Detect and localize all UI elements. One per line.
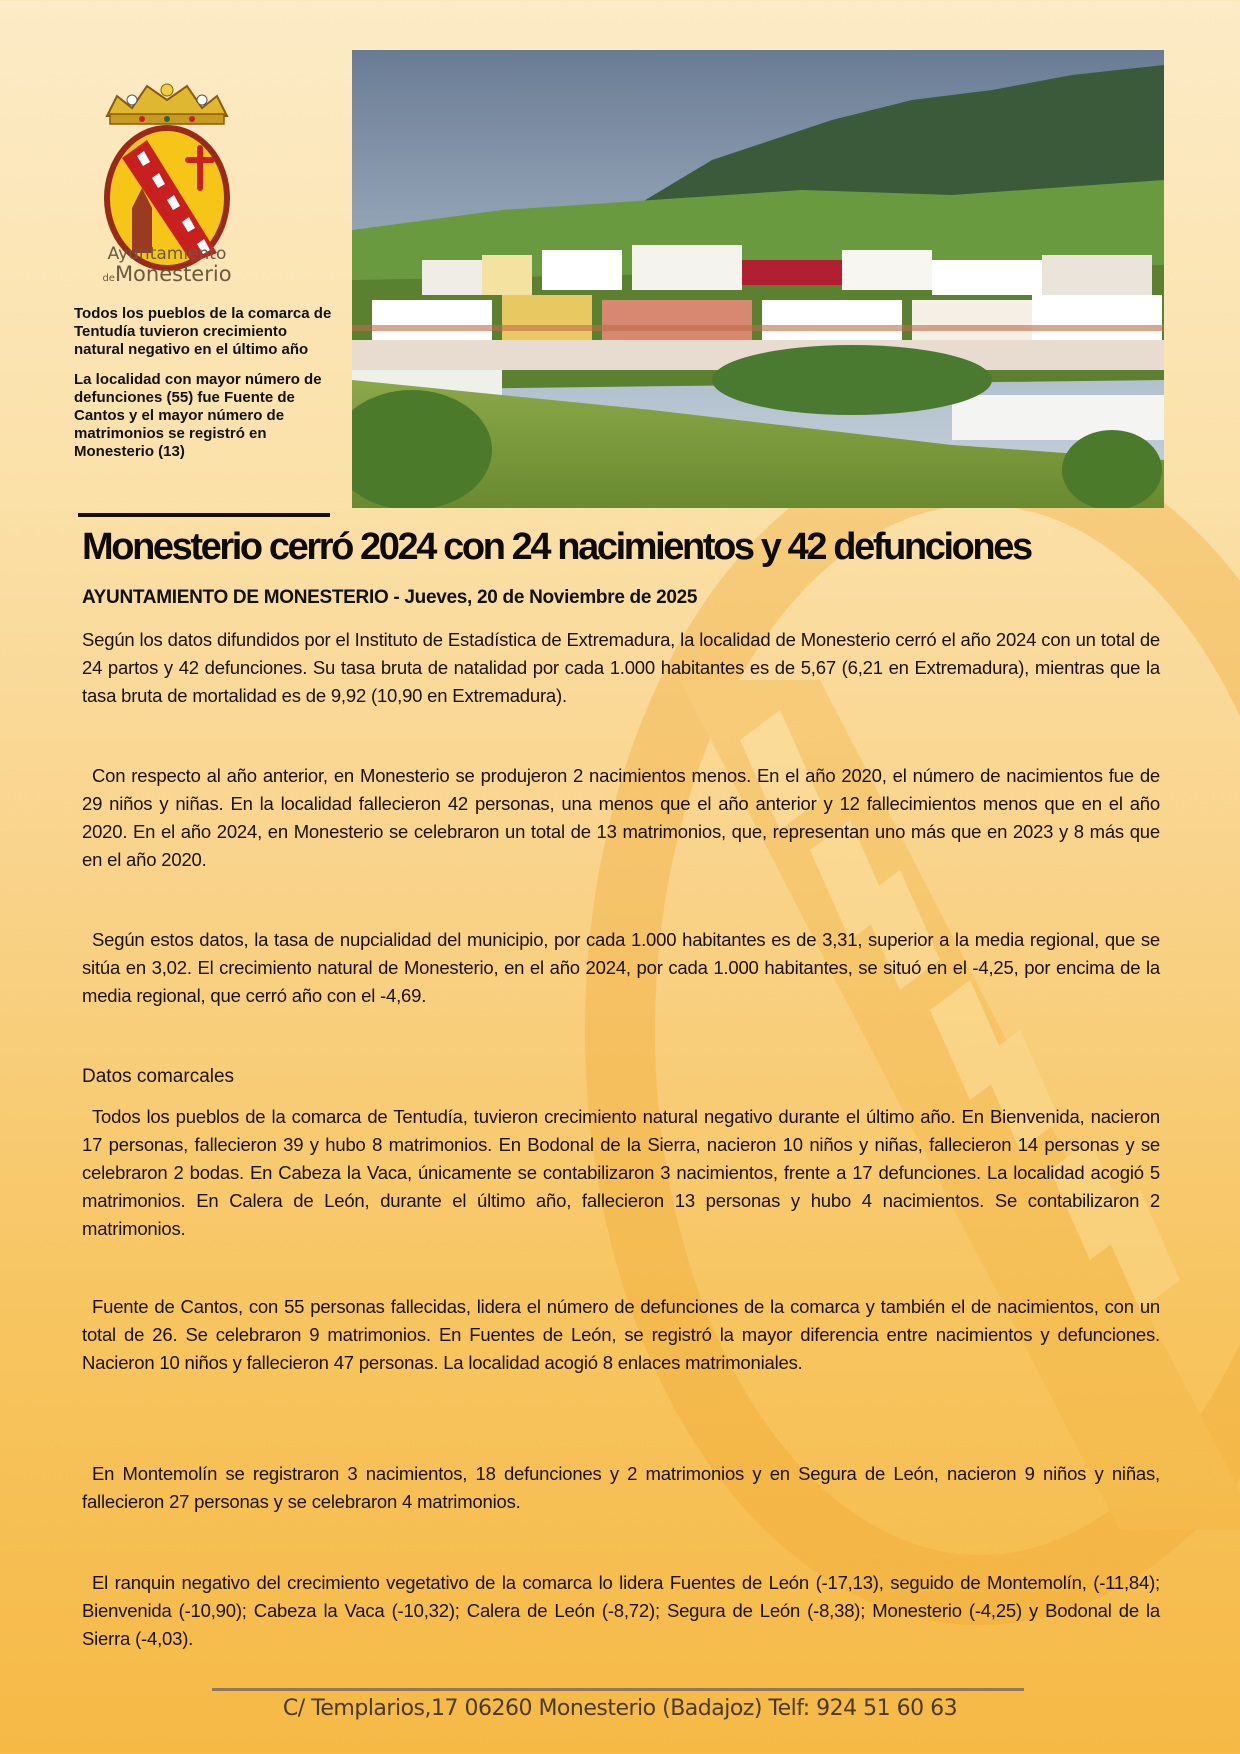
section-subheading: Datos comarcales bbox=[82, 1066, 235, 1087]
article-headline: Monesterio cerró 2024 con 24 nacimientos y 42 defunciones bbox=[82, 526, 1031, 568]
paragraph-text: Según los datos difundidos por el Instituto de Estadística de Extremadura, la localidad de Monesterio cerró el año 2024 con un total de 24 partos y 42 defunciones. Su tasa bruta de natalidad por cada 1.000 habitantes es de 5,67 (6,21 en Extremadura), mientras que la tasa bruta de mortalidad es de 9,92 (10,90 en Extremadura). bbox=[82, 629, 1160, 706]
paragraph-text: Según estos datos, la tasa de nupcialidad del municipio, por cada 1.000 habitantes es de 3,31, superior a la media regional, que se sitúa en 3,02. El crecimiento natural de Monesterio, en el año 2024, por cada 1.000 habitantes, se situó en el -4,25, por encima de la media regional, que cerró año con el -4,69. bbox=[82, 929, 1160, 1006]
footer-divider bbox=[212, 1688, 1024, 1691]
paragraph-text: El ranquin negativo del crecimiento vegetativo de la comarca lo lidera Fuentes de León (-17,13), seguido de Montemolín, (-11,84); Bienvenida (-10,90); Cabeza la Vaca (-10,32); Calera de León (-8,72); Segura de León (-8,38); Monesterio (-4,25) y Bodonal de la Sierra (-4,03). bbox=[82, 1572, 1160, 1649]
crown-icon bbox=[107, 84, 227, 124]
regional-paragraph-1 bbox=[82, 1103, 1160, 1243]
logo-line1: Ayuntamiento bbox=[107, 244, 227, 264]
article-byline: AYUNTAMIENTO DE MONESTERIO - Jueves, 20 de Noviembre de 2025 bbox=[82, 587, 698, 608]
highlight-1: Todos los pueblos de la comarca de Tentudía tuvieron crecimiento natural negativo en el último año bbox=[74, 305, 332, 358]
sidebar-highlights bbox=[74, 305, 334, 473]
paragraph-text: En Montemolín se registraron 3 nacimientos, 18 defunciones y 2 matrimonios y en Segura de León, nacieron 9 niños y niñas, fallecieron 27 personas y se celebraron 4 matrimonios. bbox=[82, 1463, 1160, 1512]
regional-paragraph-4 bbox=[82, 1569, 1160, 1653]
paragraph-3 bbox=[82, 926, 1160, 1010]
regional-paragraph-3 bbox=[82, 1460, 1160, 1516]
paragraph-2 bbox=[82, 762, 1160, 874]
logo-text bbox=[92, 244, 242, 289]
sidebar-divider bbox=[78, 513, 330, 517]
highlight-2: La localidad con mayor número de defunciones (55) fue Fuente de Cantos y el mayor número de matrimonios se registró en Monesterio (13) bbox=[74, 371, 322, 460]
paragraph-text: Fuente de Cantos, con 55 personas fallecidas, lidera el número de defunciones de la comarca y también el de nacimientos, con un total de 26. Se celebraron 9 matrimonios. En Fuentes de León, se registró la mayor diferencia entre nacimientos y defunciones. Nacieron 10 niños y fallecieron 47 personas. La localidad acogió 8 enlaces matrimoniales. bbox=[82, 1296, 1160, 1373]
paragraph-1 bbox=[82, 626, 1160, 710]
town-photo bbox=[352, 50, 1164, 508]
paragraph-text: Todos los pueblos de la comarca de Tentudía, tuvieron crecimiento natural negativo durante el último año. En Bienvenida, nacieron 17 personas, fallecieron 39 y hubo 8 matrimonios. En Bodonal de la Sierra, nacieron 10 niños y niñas, fallecieron 14 personas y se celebraron 2 bodas. En Cabeza la Vaca, únicamente se contabilizaron 3 nacimientos, frente a 17 defunciones. La localidad acogió 5 matrimonios. En Calera de León, durante el último año, fallecieron 13 personas y hubo 4 nacimientos. Se contabilizaron 2 matrimonios. bbox=[82, 1106, 1160, 1239]
paragraph-text: Con respecto al año anterior, en Monesterio se produjeron 2 nacimientos menos. En el año 2020, el número de nacimientos fue de 29 niños y niñas. En la localidad fallecieron 42 personas, una menos que el año anterior y 12 fallecimientos menos que en el año 2020. En el año 2024, en Monesterio se celebraron un total de 13 matrimonios, que, representan uno más que en 2023 y 8 más que en el año 2020. bbox=[82, 765, 1160, 870]
footer-address: C/ Templarios,17 06260 Monesterio (Badajoz) Telf: 924 51 60 63 bbox=[282, 1696, 958, 1721]
logo-line2: Monesterio bbox=[114, 262, 232, 286]
logo-line2-prefix: de bbox=[102, 273, 115, 284]
regional-paragraph-2 bbox=[82, 1293, 1160, 1377]
